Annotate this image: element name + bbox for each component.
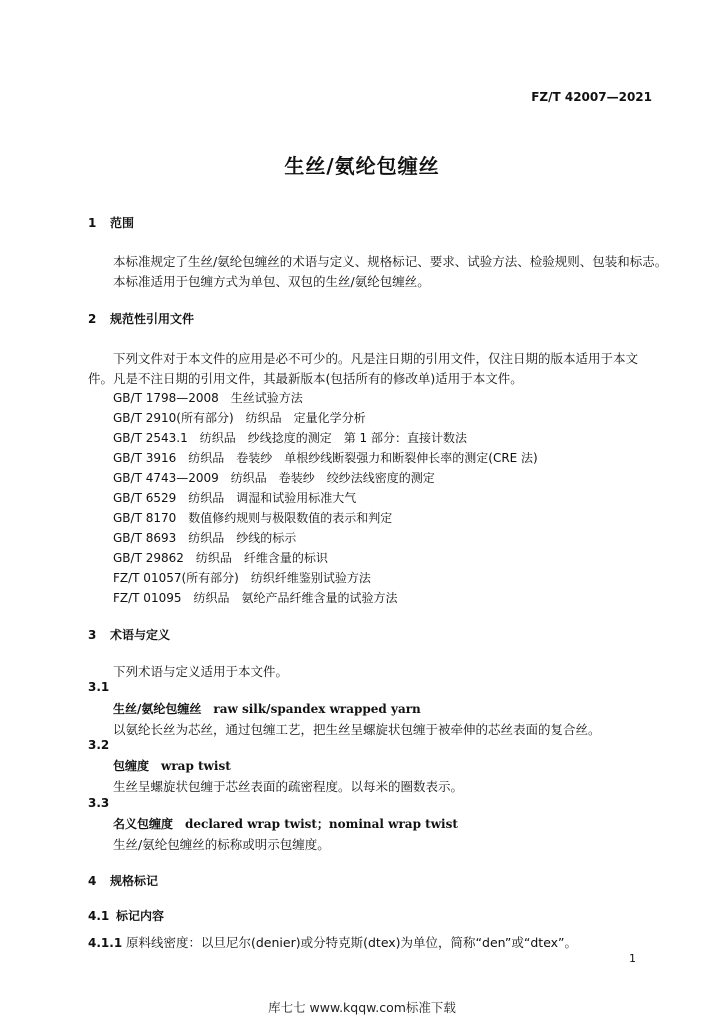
section-number: 4 — [88, 874, 97, 888]
term-number: 3.1 — [88, 680, 110, 694]
subsection-title: 标记内容 — [116, 909, 165, 923]
section-number: 3 — [88, 628, 97, 642]
paragraph: 本标准适用于包缠方式为单包、双包的生丝/氨纶包缠丝。 — [113, 274, 430, 289]
footer-watermark: 库七七 www.kqqw.com标准下载 — [268, 1000, 456, 1015]
term-entry — [113, 757, 231, 774]
term-number: 3.3 — [88, 796, 110, 810]
page-number: 1 — [629, 952, 636, 965]
term-cn: 包缠度 — [113, 759, 150, 773]
section-3-heading — [88, 626, 170, 643]
paragraph: 本标准规定了生丝/氨纶包缠丝的术语与定义、规格标记、要求、试验方法、检验规则、包装和标志。 — [113, 254, 668, 269]
reference-item: GB/T 3916 纺织品 卷装纱 单根纱线断裂强力和断裂伸长率的测定(CRE 法) — [113, 451, 538, 465]
reference-item: GB/T 29862 纺织品 纤维含量的标识 — [113, 551, 328, 565]
term-cn: 生丝/氨纶包缠丝 — [113, 702, 202, 716]
term-definition: 生丝呈螺旋状包缠于芯丝表面的疏密程度。以每米的圈数表示。 — [113, 779, 464, 794]
subsection-4-1-heading — [88, 907, 164, 924]
paragraph: 件。凡是不注日期的引用文件，其最新版本(包括所有的修改单)适用于本文件。 — [88, 371, 523, 386]
term-definition: 生丝/氨纶包缠丝的标称或明示包缠度。 — [113, 837, 330, 852]
section-title: 术语与定义 — [110, 628, 171, 642]
reference-item: GB/T 4743—2009 纺织品 卷装纱 绞纱法线密度的测定 — [113, 471, 435, 485]
section-1-heading — [88, 214, 134, 231]
section-2-heading — [88, 310, 194, 327]
section-title: 范围 — [110, 216, 135, 230]
section-title: 规范性引用文件 — [110, 312, 195, 326]
subsection-number: 4.1 — [88, 909, 110, 923]
clause-4-1-1 — [88, 933, 577, 951]
clause-number: 4.1.1 — [88, 936, 123, 950]
reference-item: GB/T 8170 数值修约规则与极限数值的表示和判定 — [113, 511, 393, 525]
section-title: 规格标记 — [110, 874, 159, 888]
standard-code: FZ/T 42007—2021 — [531, 90, 652, 104]
reference-item: GB/T 6529 纺织品 调湿和试验用标准大气 — [113, 491, 357, 505]
term-cn: 名义包缠度 — [113, 817, 174, 831]
section-4-heading — [88, 872, 158, 889]
term-en: wrap twist — [161, 759, 231, 773]
section-number: 2 — [88, 312, 97, 326]
reference-item: GB/T 8693 纺织品 纱线的标示 — [113, 531, 297, 545]
document-title: 生丝/氨纶包缠丝 — [284, 154, 440, 178]
reference-item: GB/T 2910(所有部分) 纺织品 定量化学分析 — [113, 411, 366, 425]
term-entry — [113, 700, 421, 717]
paragraph: 下列术语与定义适用于本文件。 — [113, 664, 289, 679]
term-number: 3.2 — [88, 738, 110, 752]
section-number: 1 — [88, 216, 97, 230]
clause-text: 原料线密度：以旦尼尔(denier)或分特克斯(dtex)为单位，简称“den”或“dtex”。 — [126, 935, 578, 950]
reference-item: FZ/T 01057(所有部分) 纺织纤维鉴别试验方法 — [113, 571, 371, 585]
reference-item: GB/T 2543.1 纺织品 纱线捻度的测定 第 1 部分：直接计数法 — [113, 431, 467, 445]
reference-item: GB/T 1798—2008 生丝试验方法 — [113, 391, 303, 405]
term-en: raw silk/spandex wrapped yarn — [213, 702, 421, 716]
term-definition: 以氨纶长丝为芯丝，通过包缠工艺，把生丝呈螺旋状包缠于被牵伸的芯丝表面的复合丝。 — [113, 722, 601, 737]
term-en: declared wrap twist；nominal wrap twist — [185, 817, 458, 831]
reference-item: FZ/T 01095 纺织品 氨纶产品纤维含量的试验方法 — [113, 591, 398, 605]
term-entry — [113, 815, 458, 832]
paragraph: 下列文件对于本文件的应用是必不可少的。凡是注日期的引用文件，仅注日期的版本适用于本文 — [113, 351, 639, 366]
